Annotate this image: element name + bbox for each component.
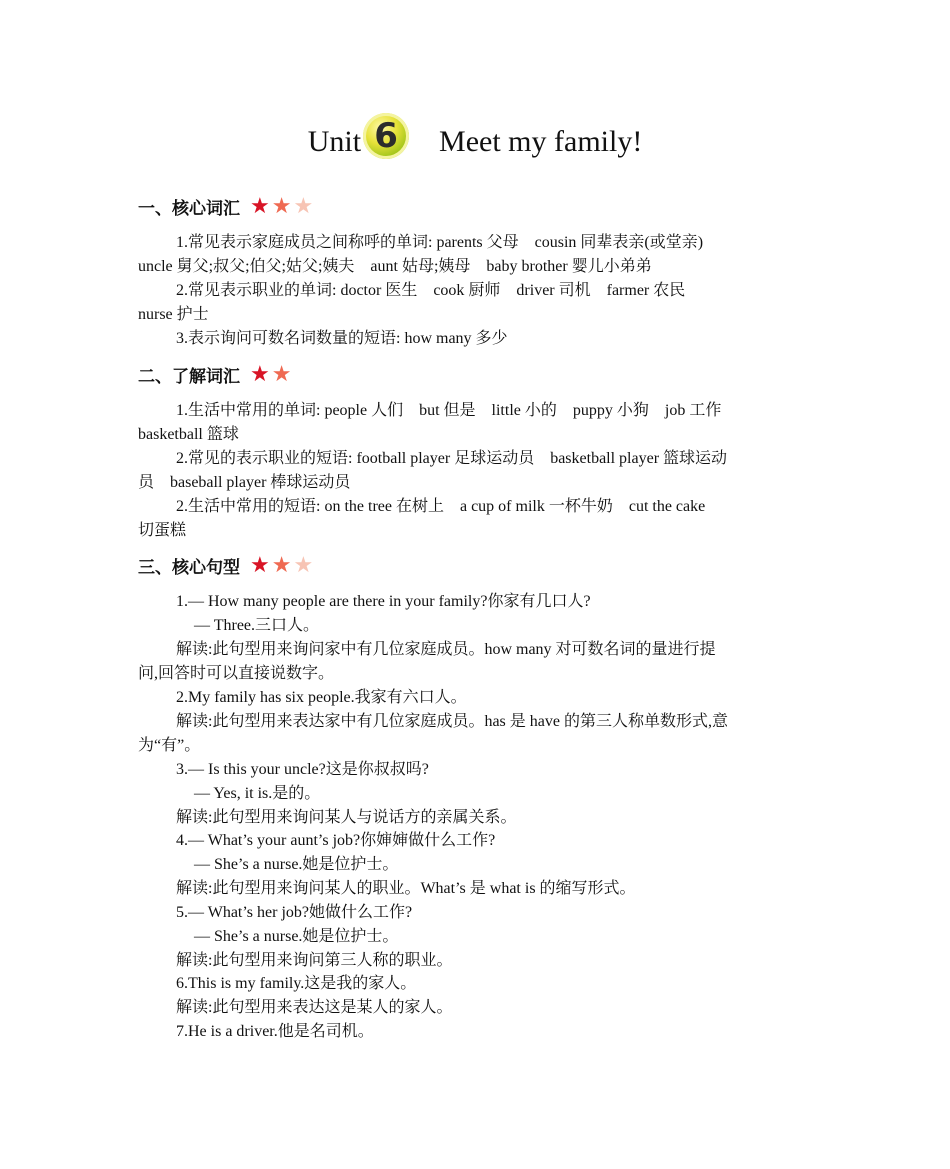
unit-number-badge-icon: 6: [363, 113, 409, 159]
section-heading-text: 一、核心词汇: [138, 199, 240, 219]
text-line: 解读:此句型用来询问第三人称的职业。: [176, 952, 453, 969]
text-line: — She’s a nurse.她是位护士。: [194, 856, 399, 873]
text-line: 5.— What’s her job?她做什么工作?: [176, 904, 413, 921]
text-line: 解读:此句型用来询问某人的职业。What’s 是 what is 的缩写形式。: [176, 880, 636, 897]
text-line: 切蛋糕: [138, 522, 187, 539]
text-line: 1.— How many people are there in your family?你家有几口人?: [176, 593, 591, 610]
star-icon: ★: [271, 193, 292, 219]
text-line: nurse 护士: [138, 306, 209, 323]
text-line: 3.— Is this your uncle?这是你叔叔吗?: [176, 761, 429, 778]
text-line: 1.生活中常用的单词: people 人们 but 但是 little 小的 puppy 小狗 job 工作: [176, 402, 722, 419]
text-line: 3.表示询问可数名词数量的短语: how many 多少: [176, 330, 508, 347]
section-heading-text: 三、核心句型: [138, 558, 240, 578]
text-line: 问,回答时可以直接说数字。: [138, 665, 335, 682]
text-line: — She’s a nurse.她是位护士。: [194, 928, 399, 945]
page-title: [0, 112, 950, 172]
text-line: 2.常见的表示职业的短语: football player 足球运动员 basketball player 篮球运动: [176, 450, 728, 467]
section-heading-basic-vocabulary: [138, 362, 293, 387]
text-line: 7.He is a driver.他是名司机。: [176, 1023, 374, 1040]
star-icon: ★: [293, 193, 314, 219]
text-line: 为“有”。: [138, 737, 201, 754]
text-line: 6.This is my family.这是我的家人。: [176, 975, 417, 992]
star-rating: [250, 193, 315, 219]
star-icon: ★: [250, 361, 270, 387]
text-line: 员 baseball player 棒球运动员: [138, 474, 351, 491]
text-line: uncle 舅父;叔父;伯父;姑父;姨夫 aunt 姑母;姨母 baby brother 婴儿小弟弟: [138, 258, 652, 275]
text-line: 2.生活中常用的短语: on the tree 在树上 a cup of milk 一杯牛奶 cut the cake: [176, 498, 706, 515]
text-line: — Yes, it is.是的。: [194, 785, 321, 802]
star-rating: [250, 361, 293, 387]
star-icon: ★: [293, 552, 314, 578]
title-unit-word: Unit: [307, 125, 362, 158]
star-rating: [250, 552, 315, 578]
text-line: 解读:此句型用来表达家中有几位家庭成员。has 是 have 的第三人称单数形式,意: [176, 713, 728, 730]
text-line: 4.— What’s your aunt’s job?你婶婶做什么工作?: [176, 832, 496, 849]
text-line: 解读:此句型用来询问某人与说话方的亲属关系。: [176, 809, 517, 826]
text-line: 解读:此句型用来表达这是某人的家人。: [176, 999, 453, 1016]
text-line: 2.常见表示职业的单词: doctor 医生 cook 厨师 driver 司机 farmer 农民: [176, 282, 686, 299]
star-icon: ★: [250, 193, 270, 219]
section-heading-core-vocabulary: [138, 194, 315, 219]
text-line: 2.My family has six people.我家有六口人。: [176, 689, 467, 706]
star-icon: ★: [271, 552, 292, 578]
text-line: 解读:此句型用来询问家中有几位家庭成员。how many 对可数名词的量进行提: [176, 641, 716, 658]
text-line: 1.常见表示家庭成员之间称呼的单词: parents 父母 cousin 同辈表亲(或堂亲): [176, 234, 704, 251]
text-line: basketball 篮球: [138, 426, 239, 443]
section-heading-core-sentences: [138, 553, 315, 578]
text-line: — Three.三口人。: [194, 617, 320, 634]
title-name: Meet my family!: [439, 125, 643, 158]
section-heading-text: 二、了解词汇: [138, 367, 240, 387]
star-icon: ★: [271, 361, 292, 387]
star-icon: ★: [250, 552, 270, 578]
